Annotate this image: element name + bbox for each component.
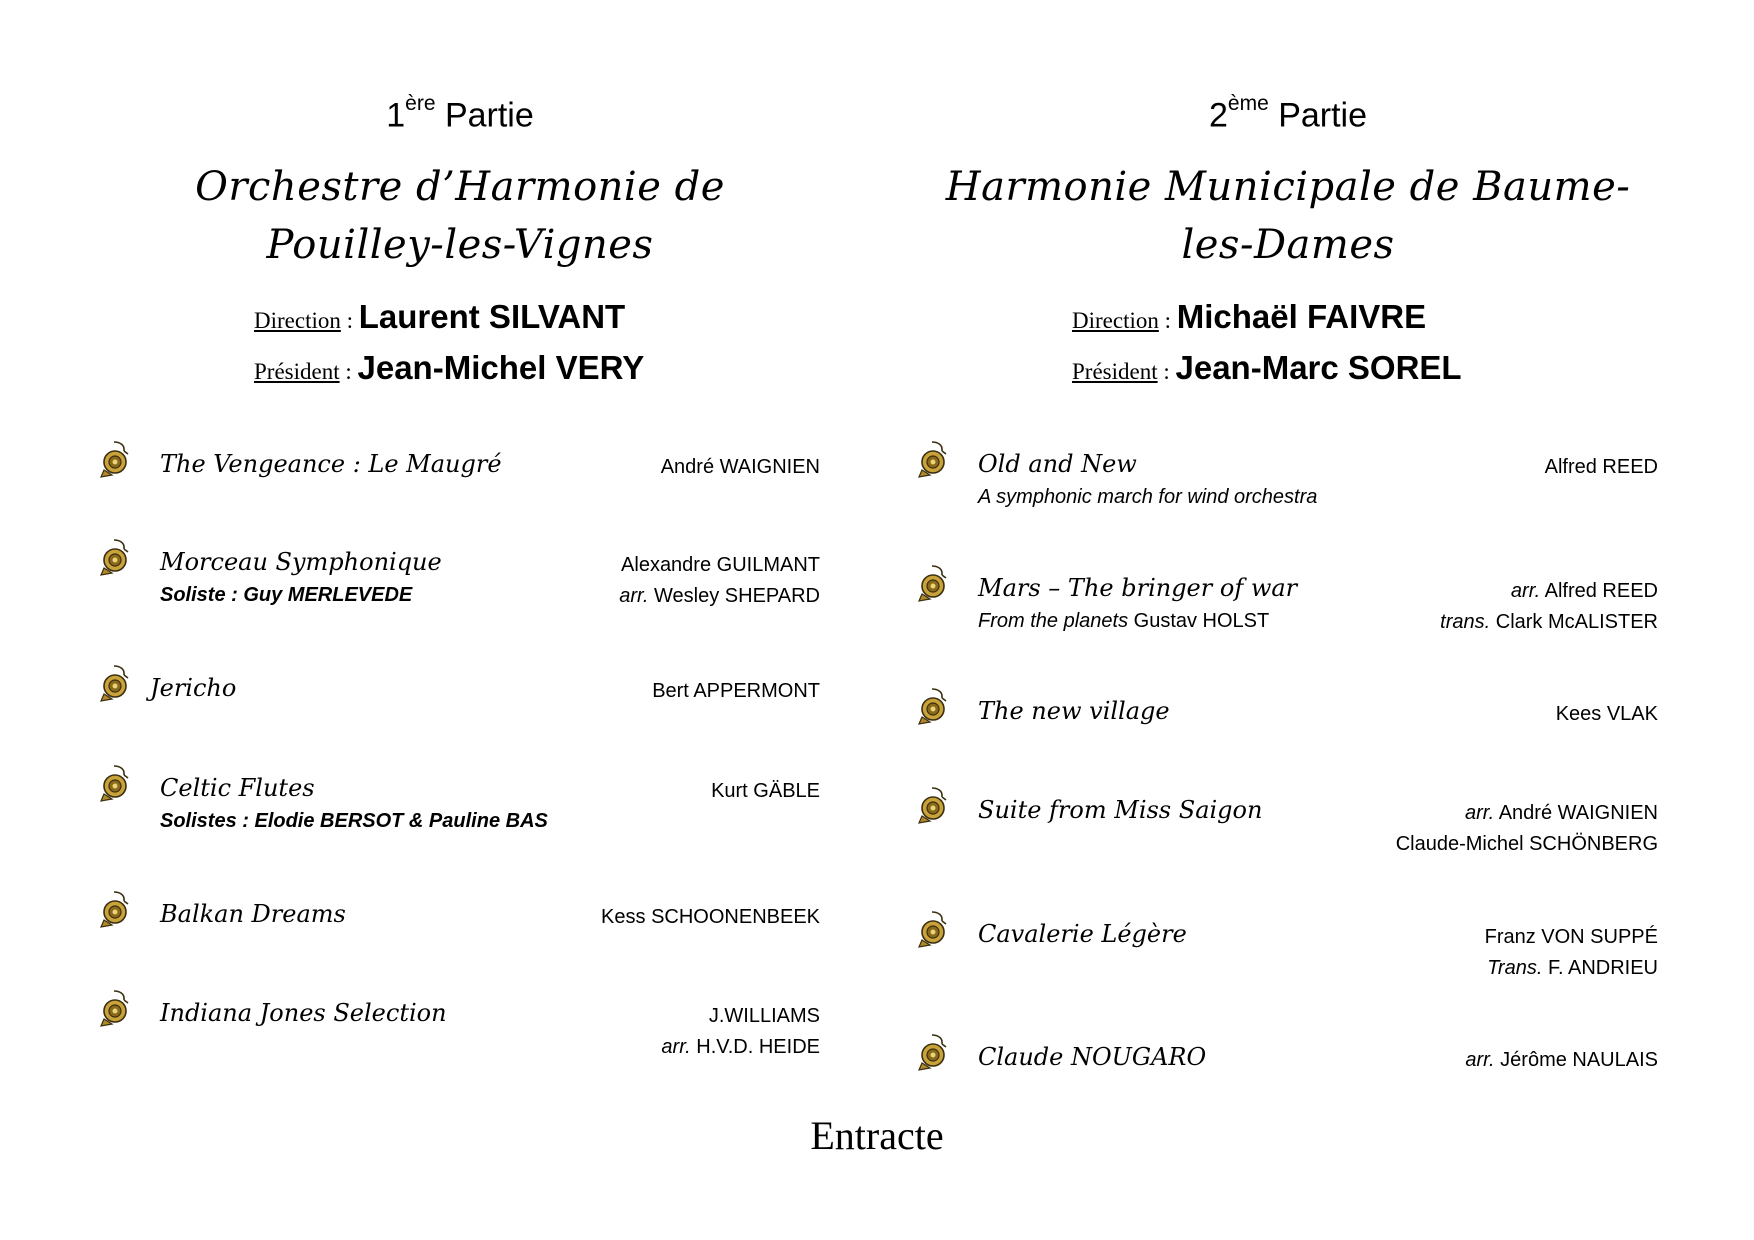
french-horn-icon	[918, 687, 948, 725]
french-horn-icon	[100, 989, 130, 1027]
piece-title: Old and New	[978, 450, 1137, 478]
piece-soloist: Soliste : Guy MERLEVEDE	[160, 584, 413, 606]
direction-label: Direction	[1072, 308, 1159, 333]
french-horn-icon	[100, 664, 130, 702]
piece-composer: Bert APPERMONT	[652, 680, 820, 702]
piece-title: Cavalerie Légère	[978, 920, 1187, 948]
french-horn-icon	[100, 440, 130, 478]
french-horn-icon	[918, 910, 948, 948]
piece-title: Indiana Jones Selection	[160, 999, 447, 1027]
piece-composer: Kurt GÄBLE	[711, 780, 820, 802]
direction-name: Laurent SILVANT	[358, 298, 626, 335]
part1-president: Président : Jean-Michel VERY	[254, 349, 645, 386]
french-horn-icon	[918, 1033, 948, 1071]
direction-label: Direction	[254, 308, 341, 333]
piece-composer: Franz VON SUPPÉ Trans. F. ANDRIEU	[1484, 926, 1658, 979]
president-label: Président	[254, 359, 340, 384]
part2-orchestra-name: Harmonie Municipale de Baume-les-Dames	[945, 164, 1631, 268]
piece-title: The Vengeance : Le Maugré	[160, 450, 502, 478]
piece-composer: Alfred REED	[1544, 456, 1658, 478]
french-horn-icon	[918, 440, 948, 478]
piece-composer: arr. André WAIGNIEN Claude-Michel SCHÖNBERG	[1395, 802, 1658, 855]
president-label: Président	[1072, 359, 1158, 384]
piece-composer: J.WILLIAMS arr. H.V.D. HEIDE	[661, 1005, 820, 1058]
part1-direction: Direction : Laurent SILVANT	[254, 298, 626, 335]
piece-subtitle: A symphonic march for wind orchestra	[978, 486, 1318, 508]
piece-title: Morceau Symphonique	[160, 548, 442, 576]
part1-orchestra-name: Orchestre d’Harmonie de Pouilley-les-Vignes	[195, 164, 725, 268]
entracte-label: Entracte	[810, 1113, 944, 1158]
piece-title: Celtic Flutes	[160, 774, 315, 802]
piece-composer: Alexandre GUILMANT arr. Wesley SHEPARD	[619, 554, 820, 607]
direction-name: Michaël FAIVRE	[1176, 298, 1427, 335]
piece-composer: arr. Jérôme NAULAIS	[1465, 1049, 1658, 1071]
piece-composer: arr. Alfred REED trans. Clark McALISTER	[1440, 580, 1658, 633]
part1-title: 1ère Partie	[386, 92, 534, 135]
part2-direction: Direction : Michaël FAIVRE	[1072, 298, 1427, 335]
piece-title: Claude NOUGARO	[978, 1043, 1207, 1071]
piece-title: Mars – The bringer of war	[978, 574, 1298, 602]
piece-title: Balkan Dreams	[160, 900, 346, 928]
french-horn-icon	[100, 890, 130, 928]
part2-title: 2ème Partie	[1208, 92, 1368, 135]
piece-composer: André WAIGNIEN	[660, 456, 820, 478]
piece-title: Suite from Miss Saigon	[978, 796, 1263, 824]
part2-president: Président : Jean-Marc SOREL	[1072, 349, 1462, 386]
french-horn-icon	[918, 564, 948, 602]
french-horn-icon	[918, 786, 948, 824]
president-name: Jean-Marc SOREL	[1175, 349, 1462, 386]
piece-subtitle: From the planets Gustav HOLST	[978, 610, 1270, 632]
piece-soloist: Solistes : Elodie BERSOT & Pauline BAS	[160, 810, 548, 832]
president-name: Jean-Michel VERY	[357, 349, 645, 386]
piece-composer: Kess SCHOONENBEEK	[601, 906, 820, 928]
piece-title: The new village	[978, 697, 1170, 725]
piece-title: Jericho	[150, 674, 237, 702]
french-horn-icon	[100, 538, 130, 576]
french-horn-icon	[100, 764, 130, 802]
piece-composer: Kees VLAK	[1555, 703, 1658, 725]
